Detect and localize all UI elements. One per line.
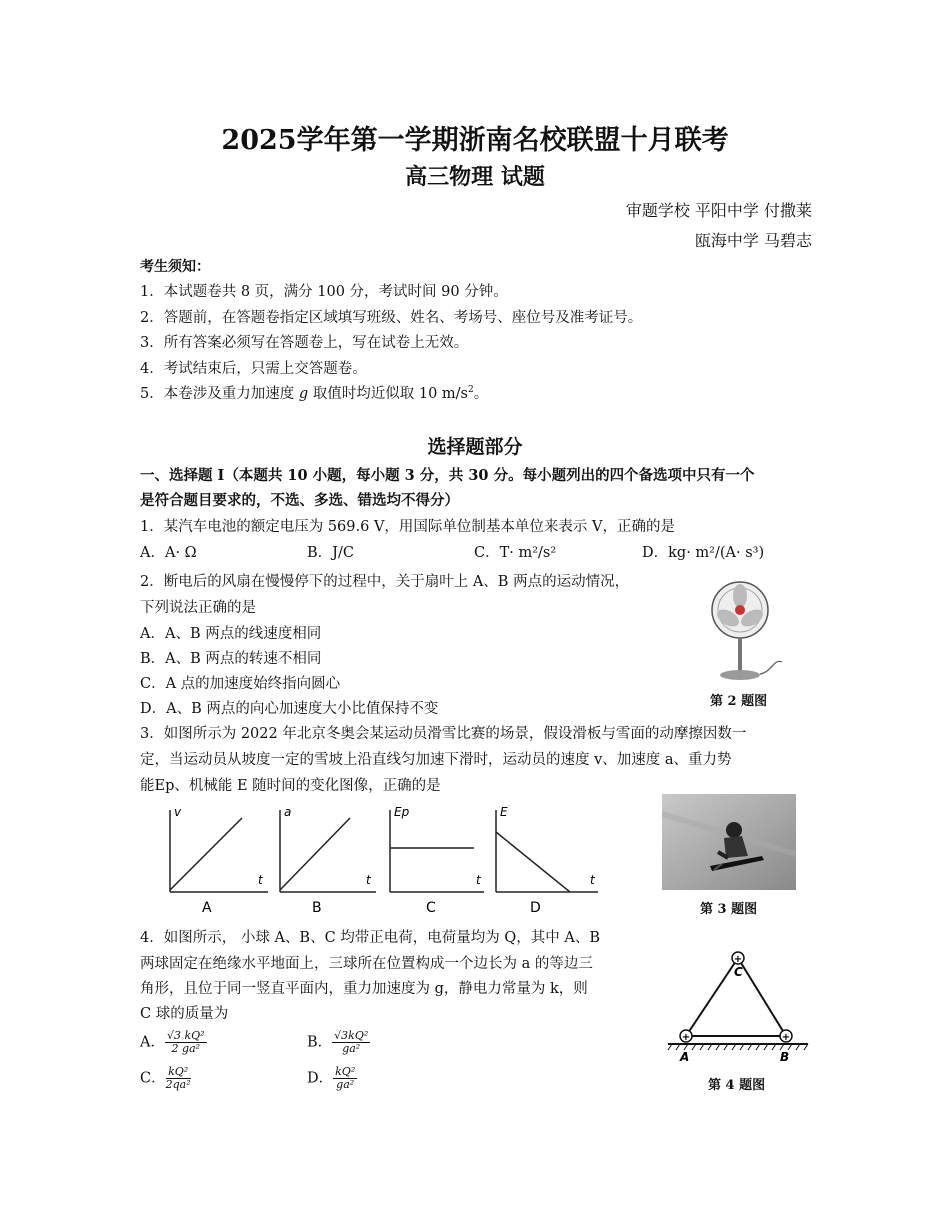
q2-option-b: B．A、B 两点的转速不相同 xyxy=(140,651,322,667)
note-item: 2．答题前，在答题卷指定区域填写班级、姓名、考场号、座位号及准考证号。 xyxy=(140,310,643,326)
reviewer-line-2: 瓯海中学 马碧志 xyxy=(694,231,812,250)
exam-title: 2025学年第一学期浙南名校联盟十月联考 xyxy=(221,125,729,156)
graph-xlabel: t xyxy=(590,873,595,887)
label-b: B xyxy=(780,1050,790,1064)
q2-stem-1: 2．断电后的风扇在慢慢停下的过程中，关于扇叶上 A、B 两点的运动情况， xyxy=(140,574,630,590)
label-c: C xyxy=(734,965,743,979)
graph-xlabel: t xyxy=(366,873,371,887)
graph-ylabel: a xyxy=(284,805,292,819)
graph-xlabel: t xyxy=(258,873,263,887)
q1-option-d: D．kg· m²/(A· s³) xyxy=(642,545,765,561)
q2-caption: 第 2 题图 xyxy=(710,694,768,709)
q2-stem-2: 下列说法正确的是 xyxy=(140,600,256,616)
graph-label: D xyxy=(530,900,541,916)
triangle-figure xyxy=(664,944,812,1064)
q3-stem-2: 定，当运动员从坡度一定的雪坡上沿直线匀加速下滑时，运动员的速度 v、加速度 a、重力势 xyxy=(140,752,732,768)
q2-option-d: D．A、B 两点的向心加速度大小比值保持不变 xyxy=(140,701,439,717)
q1-stem: 1．某汽车电池的额定电压为 569.6 V，用国际单位制基本单位来表示 V，正确的是 xyxy=(140,519,676,535)
reviewer-line-1: 审题学校 平阳中学 付撒莱 xyxy=(625,201,812,220)
q4-option-c: C． $\frac{\text{kQ²}}{\text{2qa²}}$ xyxy=(140,1065,191,1091)
charge-sign: + xyxy=(681,1032,691,1043)
label-a: A xyxy=(680,1050,690,1064)
graph-label: C xyxy=(426,900,436,916)
q4-stem-3: 角形，且位于同一竖直平面内，重力加速度为 g，静电力常量为 k，则 xyxy=(140,981,588,997)
graph-a xyxy=(170,805,268,916)
graph-ylabel: Ep xyxy=(394,805,410,819)
graph-c xyxy=(390,805,484,916)
q4-caption: 第 4 题图 xyxy=(708,1078,766,1093)
graph-label: A xyxy=(202,900,212,916)
q4-stem-4: C 球的质量为 xyxy=(140,1006,229,1022)
section-title: 选择题部分 xyxy=(427,436,523,458)
graph-ylabel: v xyxy=(174,805,182,819)
graph-xlabel: t xyxy=(476,873,481,887)
exam-subtitle: 高三物理 试题 xyxy=(405,164,545,190)
snowboarder-photo xyxy=(662,794,796,890)
notes-heading: 考生须知： xyxy=(140,259,210,275)
q3-stem-1: 3．如图所示为 2022 年北京冬奥会某运动员滑雪比赛的场景，假设滑板与雪面的动摩擦因数一 xyxy=(140,726,747,742)
note-item: 1．本试题卷共 8 页，满分 100 分，考试时间 90 分钟。 xyxy=(140,284,508,300)
q4-stem-1: 4．如图所示， 小球 A、B、C 均带正电荷，电荷量均为 Q，其中 A、B xyxy=(140,930,601,946)
section-intro-1: 一、选择题 I（本题共 10 小题，每小题 3 分，共 30 分。每小题列出的四个备选项中只有一个 xyxy=(140,467,755,484)
note-item: 3．所有答案必须写在答题卷上，写在试卷上无效。 xyxy=(140,335,469,351)
graph-b xyxy=(280,805,376,916)
charge-sign: + xyxy=(733,954,743,965)
q2-option-a: A．A、B 两点的线速度相同 xyxy=(140,626,322,642)
graph-ylabel: E xyxy=(500,805,508,819)
note-item: 4．考试结束后，只需上交答题卷。 xyxy=(140,361,367,377)
note-item: 5．本卷涉及重力加速度 g 取值时均近似取 10 $m/s^2$。 xyxy=(140,385,489,402)
fan-figure xyxy=(700,578,790,684)
section-intro-2: 是符合题目要求的，不选、多选、错选均不得分） xyxy=(140,492,459,509)
graph-label: B xyxy=(312,900,322,916)
q4-option-b: B． $\frac{\text{√3kQ²}}{\text{ga²}}$ xyxy=(307,1029,369,1055)
graph-d xyxy=(496,805,598,916)
q3-stem-3: 能Ep、机械能 E 随时间的变化图像，正确的是 xyxy=(140,778,441,794)
q2-option-c: C．A 点的加速度始终指向圆心 xyxy=(140,676,341,692)
q1-option-b: B．J/C xyxy=(307,545,354,561)
q1-option-c: C．T· m²/s² xyxy=(474,545,557,561)
q4-stem-2: 两球固定在绝缘水平地面上，三球所在位置构成一个边长为 a 的等边三 xyxy=(140,956,593,972)
q1-option-a: A．A· Ω xyxy=(140,545,197,561)
charge-sign: + xyxy=(781,1032,791,1043)
q3-graphs xyxy=(150,800,610,918)
q4-option-d: D． $\frac{\text{kQ²}}{\text{ga²}}$ xyxy=(307,1065,356,1091)
q4-option-a: A． $\frac{\text{√3 kQ²}}{\text{2 ga²}}$ xyxy=(140,1029,205,1055)
q3-caption: 第 3 题图 xyxy=(700,902,758,917)
